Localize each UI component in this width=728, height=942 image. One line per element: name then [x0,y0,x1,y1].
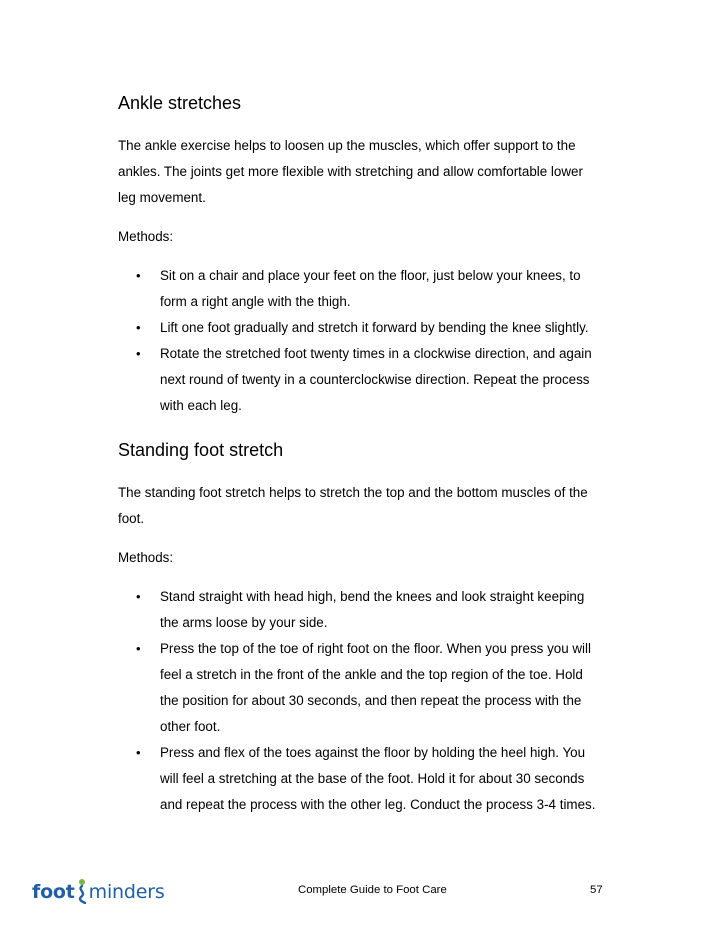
bullet-glyph: • [136,745,141,760]
ankle-intro-line-2: ankles. The joints get more flexible with stretching and allow comfortable lower [118,164,583,179]
list-item [118,740,638,818]
page-footer [0,868,728,918]
standing-intro-line-1: The standing foot stretch helps to stretch the top and the bottom muscles of the [118,485,588,500]
bullet-glyph: • [136,641,141,656]
list-item [118,315,638,341]
logo-figure-icon [75,878,89,909]
ankle-intro-line-3: leg movement. [118,190,206,205]
list-item-line: Stand straight with head high, bend the knees and look straight keeping [160,589,585,604]
list-item-line: and repeat the process with the other leg. Conduct the process 3-4 times. [160,797,596,812]
bullet-glyph: • [136,346,141,361]
list-item [118,584,638,636]
list-item-line: form a right angle with the thigh. [160,294,351,309]
list-item-line: Rotate the stretched foot twenty times in a clockwise direction, and again [160,346,592,361]
list-item [118,636,638,740]
list-item-line: feel a stretch in the front of the ankle and the top region of the toe. Hold [160,667,583,682]
bullet-glyph: • [136,589,141,604]
list-item-line: Sit on a chair and place your feet on the floor, just below your knees, to [160,268,581,283]
ankle-intro-line-1: The ankle exercise helps to loosen up the muscles, which offer support to the [118,138,576,153]
standing-methods-list [118,584,638,818]
list-item-line: other foot. [160,719,221,734]
bullet-glyph: • [136,268,141,283]
page-content [118,90,638,818]
standing-methods-label: Methods: [118,550,174,565]
page-number: 57 [590,884,603,896]
list-item-line: Press the top of the toe of right foot on the floor. When you press you will [160,641,591,656]
footminders-logo [32,878,165,909]
list-item-line: the position for about 30 seconds, and then repeat the process with the [160,693,582,708]
standing-intro-line-2: foot. [118,511,145,526]
list-item-line: Press and flex of the toes against the floor by holding the heel high. You [160,745,586,760]
footer-document-title: Complete Guide to Foot Care [298,884,447,896]
list-item-line: will feel a stretching at the base of the foot. Hold it for about 30 seconds [160,771,585,786]
ankle-methods-list [118,263,638,419]
section-heading-standing-foot-stretch: Standing foot stretch [118,440,284,460]
bullet-glyph: • [136,320,141,335]
list-item-line: Lift one foot gradually and stretch it forward by bending the knee slightly. [160,320,589,335]
list-item [118,341,638,419]
section-heading-ankle-stretches: Ankle stretches [118,93,242,113]
list-item [118,263,638,315]
ankle-methods-label: Methods: [118,229,174,244]
logo-text-foot: foot [32,881,75,903]
list-item-line: the arms loose by your side. [160,615,328,630]
logo-text-minders: minders [88,881,165,903]
list-item-line: with each leg. [160,398,242,413]
list-item-line: next round of twenty in a counterclockwise direction. Repeat the process [160,372,590,387]
